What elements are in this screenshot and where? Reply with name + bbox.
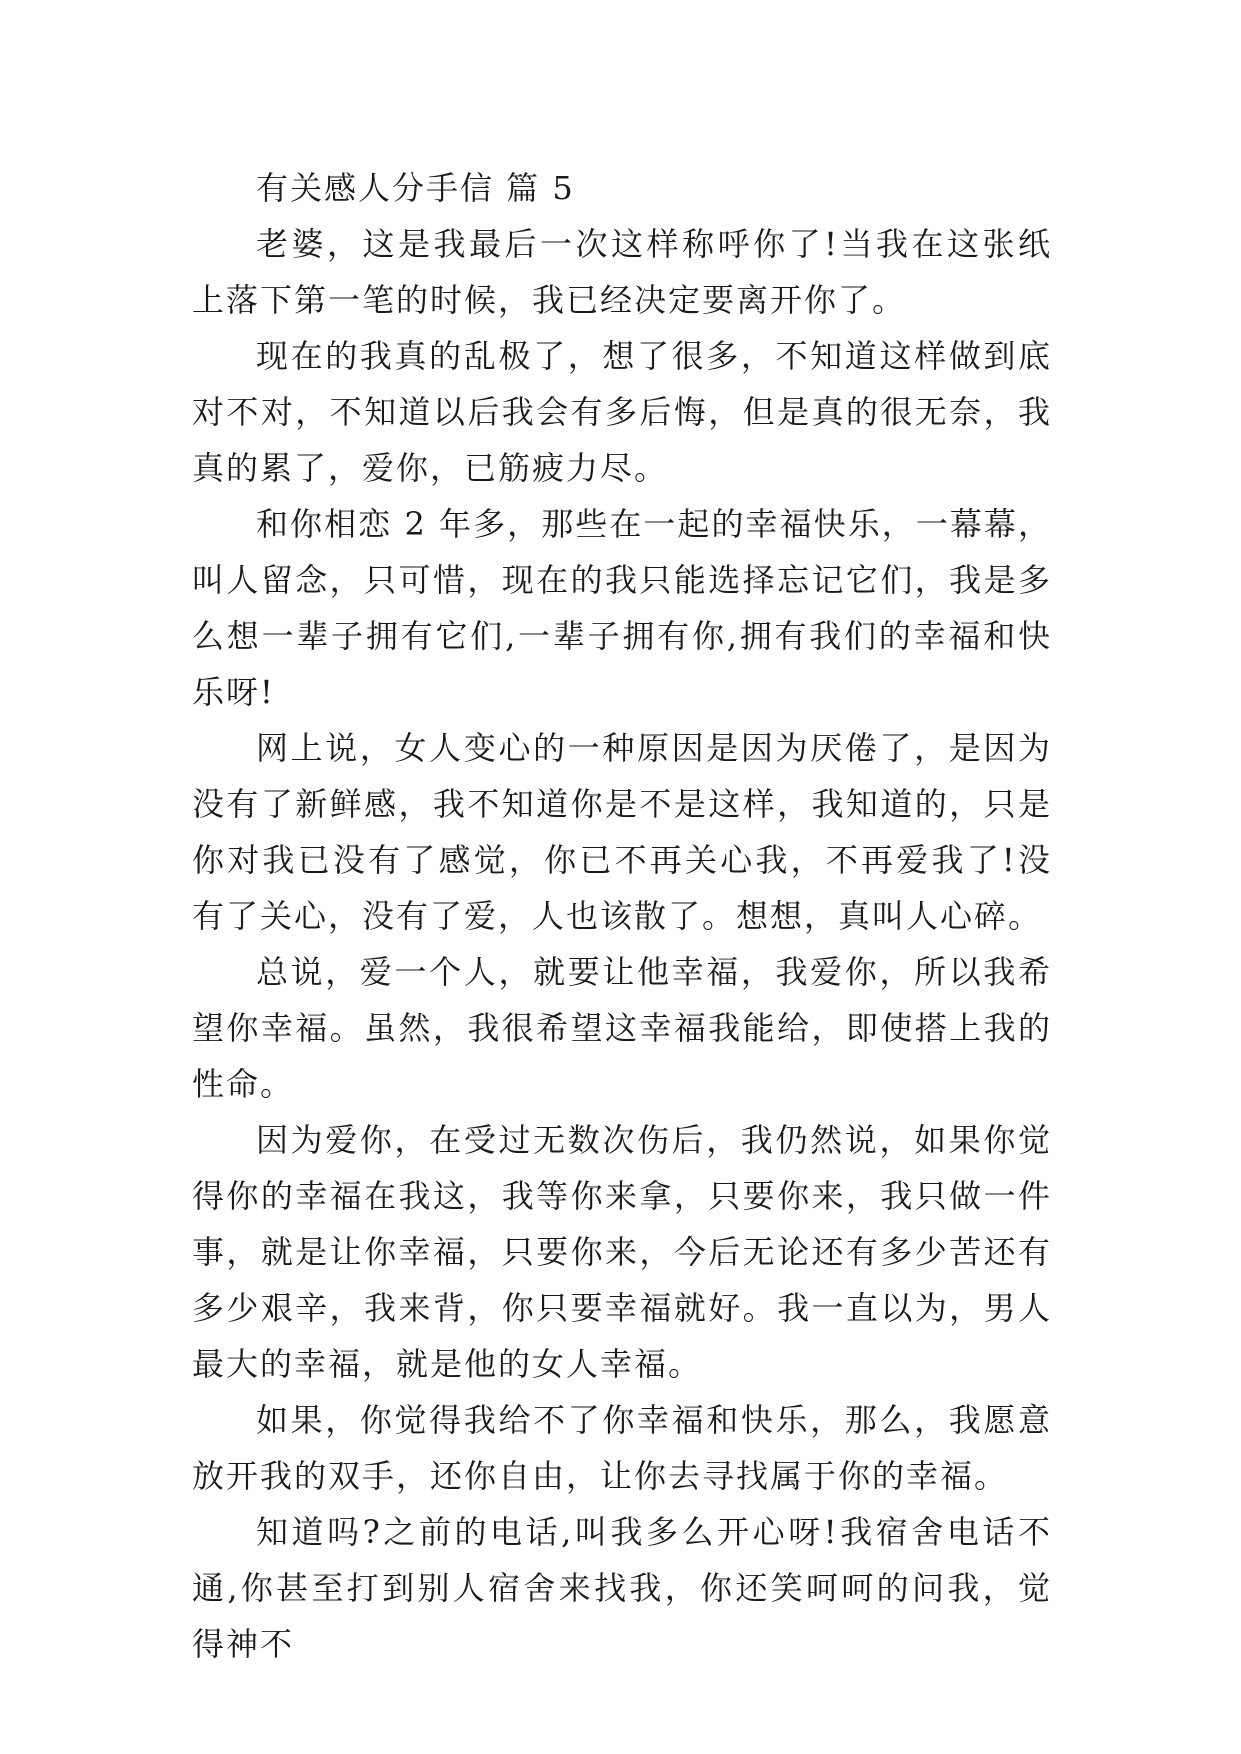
paragraph: 知道吗?之前的电话,叫我多么开心呀!我宿舍电话不通,你甚至打到别人宿舍来找我，你还笑呵呵的问我，觉得神不 [192, 1513, 1052, 1663]
document-body [192, 160, 1052, 1672]
paragraph: 和你相恋 2 年多，那些在一起的幸福快乐，一幕幕，叫人留念，只可惜，现在的我只能选择忘记它们，我是多么想一辈子拥有它们,一辈子拥有你,拥有我们的幸福和快乐呀! [192, 505, 1052, 711]
paragraph: 总说，爱一个人，就要让他幸福，我爱你，所以我希望你幸福。虽然，我很希望这幸福我能给，即使搭上我的性命。 [192, 953, 1052, 1103]
paragraph: 现在的我真的乱极了，想了很多，不知道这样做到底对不对，不知道以后我会有多后悔，但是真的很无奈，我真的累了，爱你，已筋疲力尽。 [192, 337, 1052, 487]
paragraph: 如果，你觉得我给不了你幸福和快乐，那么，我愿意放开我的双手，还你自由，让你去寻找属于你的幸福。 [192, 1401, 1052, 1495]
paragraph: 因为爱你，在受过无数次伤后，我仍然说，如果你觉得你的幸福在我这，我等你来拿，只要你来，我只做一件事，就是让你幸福，只要你来，今后无论还有多少苦还有多少艰辛，我来背，你只要幸福就好。我一直以为，男人最大的幸福，就是他的女人幸福。 [192, 1121, 1052, 1383]
paragraph: 老婆，这是我最后一次这样称呼你了!当我在这张纸上落下第一笔的时候，我已经决定要离开你了。 [192, 225, 1052, 319]
document-title: 有关感人分手信 篇 5 [256, 169, 575, 207]
paragraph: 网上说，女人变心的一种原因是因为厌倦了，是因为没有了新鲜感，我不知道你是不是这样，我知道的，只是你对我已没有了感觉，你已不再关心我，不再爱我了!没有了关心，没有了爱，人也该散了。想想，真叫人心碎。 [192, 729, 1052, 935]
